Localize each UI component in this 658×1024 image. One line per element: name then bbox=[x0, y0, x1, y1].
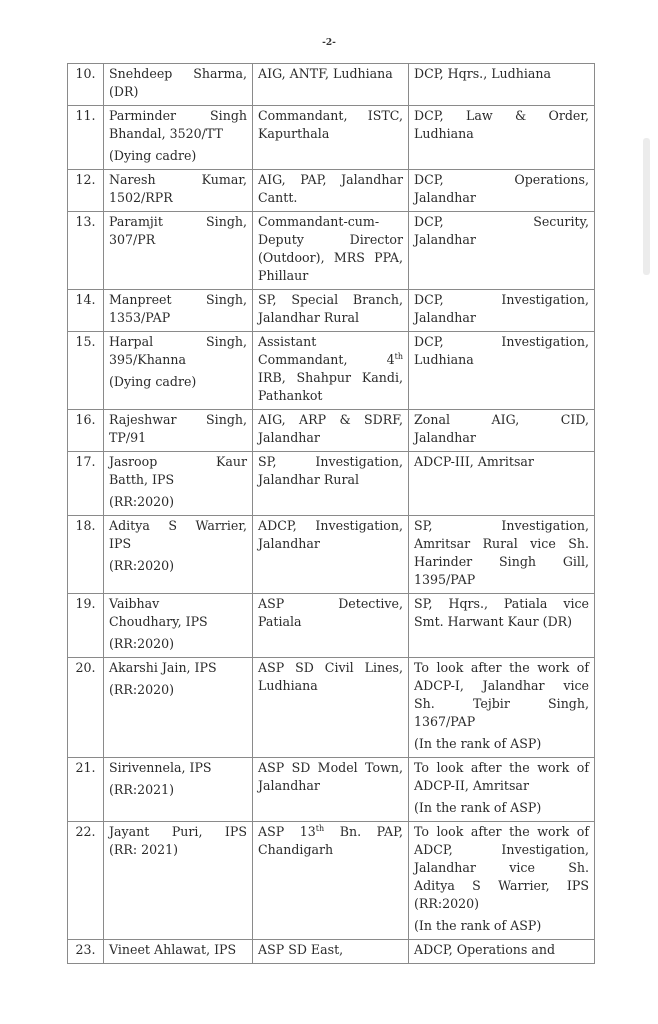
new-posting-line: To look after the work of bbox=[414, 760, 589, 775]
present-posting-line: Assistant bbox=[258, 334, 317, 349]
present-posting-line: Jalandhar bbox=[258, 430, 320, 445]
new-posting-line: Amritsar Rural vice Sh. bbox=[414, 536, 589, 551]
officer-name bbox=[104, 594, 253, 658]
new-posting-line: Ludhiana bbox=[414, 352, 474, 367]
present-posting-line: Jalandhar Rural bbox=[258, 310, 360, 325]
new-posting-line: SP, Investigation, bbox=[414, 518, 589, 533]
officer-name-line: Paramjit Singh, bbox=[109, 214, 247, 229]
officer-name-line: Snehdeep Sharma, bbox=[109, 66, 247, 81]
officer-name-note: (RR:2021) bbox=[109, 782, 175, 797]
present-posting bbox=[253, 516, 409, 594]
new-posting bbox=[409, 758, 595, 822]
officer-name-line: Naresh Kumar, bbox=[109, 172, 247, 187]
new-posting bbox=[409, 452, 595, 516]
new-posting-note: (In the rank of ASP) bbox=[414, 918, 542, 933]
table-row bbox=[68, 822, 595, 940]
officer-name-note: (RR:2020) bbox=[109, 558, 175, 573]
officer-name bbox=[104, 758, 253, 822]
present-posting-line: SP, Special Branch, bbox=[258, 292, 403, 307]
officer-name bbox=[104, 64, 253, 106]
present-posting bbox=[253, 452, 409, 516]
table-row bbox=[68, 940, 595, 964]
new-posting-line: Jalandhar vice Sh. bbox=[414, 860, 589, 875]
present-posting bbox=[253, 290, 409, 332]
officer-name bbox=[104, 410, 253, 452]
new-posting-line: DCP, Law & Order, bbox=[414, 108, 589, 123]
officer-name-line: 307/PR bbox=[109, 232, 156, 247]
new-posting-line: 1395/PAP bbox=[414, 572, 476, 587]
officer-name-line: 1502/RPR bbox=[109, 190, 173, 205]
page-number: -2- bbox=[322, 38, 336, 48]
serial-number: 19. bbox=[68, 594, 104, 658]
new-posting bbox=[409, 170, 595, 212]
serial-number: 20. bbox=[68, 658, 104, 758]
table-row bbox=[68, 658, 595, 758]
new-posting-line: Jalandhar bbox=[414, 232, 476, 247]
officer-name-line: Choudhary, IPS bbox=[109, 614, 208, 629]
serial-number: 18. bbox=[68, 516, 104, 594]
officer-name-note: (RR:2020) bbox=[109, 494, 175, 509]
new-posting-line: DCP, Investigation, bbox=[414, 334, 589, 349]
officer-name-line: 1353/PAP bbox=[109, 310, 171, 325]
present-posting-line: Jalandhar bbox=[258, 778, 320, 793]
serial-number: 16. bbox=[68, 410, 104, 452]
present-posting-line: Kapurthala bbox=[258, 126, 330, 141]
officer-name-line: Aditya S Warrier, bbox=[109, 518, 247, 533]
present-posting-line: ASP Detective, bbox=[258, 596, 403, 611]
new-posting-line: Smt. Harwant Kaur (DR) bbox=[414, 614, 573, 629]
new-posting bbox=[409, 212, 595, 290]
new-posting-line: Harinder Singh Gill, bbox=[414, 554, 589, 569]
new-posting-line: Zonal AIG, CID, bbox=[414, 412, 589, 427]
new-posting-line: DCP, Investigation, bbox=[414, 292, 589, 307]
present-posting-line: Deputy Director bbox=[258, 232, 403, 247]
officer-name-line: Sirivennela, IPS bbox=[109, 760, 212, 775]
officer-name-line: TP/91 bbox=[109, 430, 147, 445]
serial-number: 22. bbox=[68, 822, 104, 940]
new-posting-line: ADCP, Investigation, bbox=[414, 842, 589, 857]
present-posting-line: SP, Investigation, bbox=[258, 454, 403, 469]
officer-name bbox=[104, 332, 253, 410]
serial-number: 17. bbox=[68, 452, 104, 516]
present-posting bbox=[253, 758, 409, 822]
present-posting bbox=[253, 212, 409, 290]
officer-name bbox=[104, 106, 253, 170]
table-row bbox=[68, 758, 595, 822]
officer-name bbox=[104, 658, 253, 758]
new-posting-line: (RR:2020) bbox=[414, 896, 480, 911]
new-posting-line: To look after the work of bbox=[414, 824, 589, 839]
table-row bbox=[68, 64, 595, 106]
present-posting-line: Commandant, ISTC, bbox=[258, 108, 403, 123]
officer-name bbox=[104, 170, 253, 212]
present-posting-line: ASP SD Model Town, bbox=[258, 760, 403, 775]
present-posting-line: ASP 13th Bn. PAP, bbox=[258, 823, 403, 839]
serial-number: 23. bbox=[68, 940, 104, 964]
present-posting bbox=[253, 822, 409, 940]
new-posting-line: DCP, Hqrs., Ludhiana bbox=[414, 66, 551, 81]
table-row bbox=[68, 516, 595, 594]
table-row bbox=[68, 290, 595, 332]
table-row bbox=[68, 452, 595, 516]
new-posting-line: DCP, Operations, bbox=[414, 172, 589, 187]
new-posting bbox=[409, 106, 595, 170]
present-posting bbox=[253, 410, 409, 452]
officer-name-line: IPS bbox=[109, 536, 132, 551]
officer-name-line: Akarshi Jain, IPS bbox=[109, 660, 217, 675]
table-row bbox=[68, 410, 595, 452]
new-posting-line: Aditya S Warrier, IPS bbox=[414, 878, 589, 893]
present-posting-line: ASP SD East, bbox=[258, 942, 344, 957]
table-row bbox=[68, 170, 595, 212]
new-posting-line: ADCP, Operations and bbox=[414, 942, 556, 957]
present-posting-line: Phillaur bbox=[258, 268, 309, 283]
officer-name-note: (RR:2020) bbox=[109, 682, 175, 697]
officer-name-note: (RR:2020) bbox=[109, 636, 175, 651]
present-posting-line: AIG, ARP & SDRF, bbox=[258, 412, 403, 427]
present-posting-line: Patiala bbox=[258, 614, 302, 629]
new-posting-line: Jalandhar bbox=[414, 310, 476, 325]
officer-name bbox=[104, 516, 253, 594]
table-body bbox=[68, 64, 595, 964]
present-posting-line: AIG, PAP, Jalandhar bbox=[258, 172, 403, 187]
officer-name-line: Bhandal, 3520/TT bbox=[109, 126, 223, 141]
officer-name bbox=[104, 290, 253, 332]
new-posting bbox=[409, 410, 595, 452]
present-posting-line: ASP SD Civil Lines, bbox=[258, 660, 403, 675]
new-posting-line: To look after the work of bbox=[414, 660, 589, 675]
officer-name-line: Manpreet Singh, bbox=[109, 292, 247, 307]
serial-number: 10. bbox=[68, 64, 104, 106]
present-posting-line: IRB, Shahpur Kandi, bbox=[258, 370, 403, 385]
table-row bbox=[68, 594, 595, 658]
officer-name-line: (DR) bbox=[109, 84, 139, 99]
present-posting bbox=[253, 64, 409, 106]
serial-number: 13. bbox=[68, 212, 104, 290]
present-posting-line: Pathankot bbox=[258, 388, 323, 403]
present-posting-line: Jalandhar Rural bbox=[258, 472, 360, 487]
new-posting-note: (In the rank of ASP) bbox=[414, 736, 542, 751]
officer-name-line: 395/Khanna bbox=[109, 352, 187, 367]
serial-number: 11. bbox=[68, 106, 104, 170]
new-posting bbox=[409, 64, 595, 106]
table-row bbox=[68, 106, 595, 170]
officer-name-line: Parminder Singh bbox=[109, 108, 247, 123]
officer-name bbox=[104, 940, 253, 964]
serial-number: 12. bbox=[68, 170, 104, 212]
new-posting bbox=[409, 658, 595, 758]
new-posting-note: (In the rank of ASP) bbox=[414, 800, 542, 815]
new-posting bbox=[409, 594, 595, 658]
new-posting-line: Ludhiana bbox=[414, 126, 474, 141]
present-posting-line: Commandant-cum- bbox=[258, 214, 380, 229]
officer-name-note: (Dying cadre) bbox=[109, 148, 197, 163]
present-posting bbox=[253, 594, 409, 658]
new-posting-line: SP, Hqrs., Patiala vice bbox=[414, 596, 589, 611]
officer-name-line: Jayant Puri, IPS bbox=[109, 824, 247, 839]
new-posting-line: ADCP-I, Jalandhar vice bbox=[414, 678, 589, 693]
new-posting-line: 1367/PAP bbox=[414, 714, 476, 729]
present-posting-line: (Outdoor), MRS PPA, bbox=[258, 250, 403, 265]
officer-name-line: (RR: 2021) bbox=[109, 842, 179, 857]
present-posting bbox=[253, 106, 409, 170]
officer-name-line: Harpal Singh, bbox=[109, 334, 247, 349]
vertical-scrollbar[interactable] bbox=[643, 138, 650, 275]
present-posting bbox=[253, 940, 409, 964]
present-posting bbox=[253, 170, 409, 212]
present-posting-line: AIG, ANTF, Ludhiana bbox=[258, 66, 393, 81]
present-posting bbox=[253, 658, 409, 758]
new-posting-line: Jalandhar bbox=[414, 190, 476, 205]
new-posting-line: Sh. Tejbir Singh, bbox=[414, 696, 589, 711]
new-posting-line: ADCP-II, Amritsar bbox=[414, 778, 529, 793]
officer-name-note: (Dying cadre) bbox=[109, 374, 197, 389]
present-posting-line: Chandigarh bbox=[258, 842, 334, 857]
new-posting bbox=[409, 940, 595, 964]
present-posting-line: Commandant, 4th bbox=[258, 351, 403, 367]
present-posting-line: Cantt. bbox=[258, 190, 298, 205]
officer-name-line: Vineet Ahlawat, IPS bbox=[109, 942, 237, 957]
officer-name-line: Batth, IPS bbox=[109, 472, 175, 487]
new-posting bbox=[409, 822, 595, 940]
transfer-postings-table bbox=[67, 63, 595, 964]
present-posting-line: Jalandhar bbox=[258, 536, 320, 551]
new-posting-line: ADCP-III, Amritsar bbox=[414, 454, 534, 469]
officer-name-line: Jasroop Kaur bbox=[109, 454, 247, 469]
present-posting-line: ADCP, Investigation, bbox=[258, 518, 403, 533]
officer-name-line: Vaibhav bbox=[109, 596, 160, 611]
serial-number: 14. bbox=[68, 290, 104, 332]
new-posting-line: DCP, Security, bbox=[414, 214, 589, 229]
new-posting bbox=[409, 516, 595, 594]
serial-number: 21. bbox=[68, 758, 104, 822]
officer-name bbox=[104, 212, 253, 290]
new-posting bbox=[409, 332, 595, 410]
new-posting bbox=[409, 290, 595, 332]
present-posting-line: Ludhiana bbox=[258, 678, 318, 693]
table-row bbox=[68, 332, 595, 410]
present-posting bbox=[253, 332, 409, 410]
new-posting-line: Jalandhar bbox=[414, 430, 476, 445]
officer-name-line: Rajeshwar Singh, bbox=[109, 412, 247, 427]
serial-number: 15. bbox=[68, 332, 104, 410]
officer-name bbox=[104, 452, 253, 516]
table-row bbox=[68, 212, 595, 290]
officer-name bbox=[104, 822, 253, 940]
